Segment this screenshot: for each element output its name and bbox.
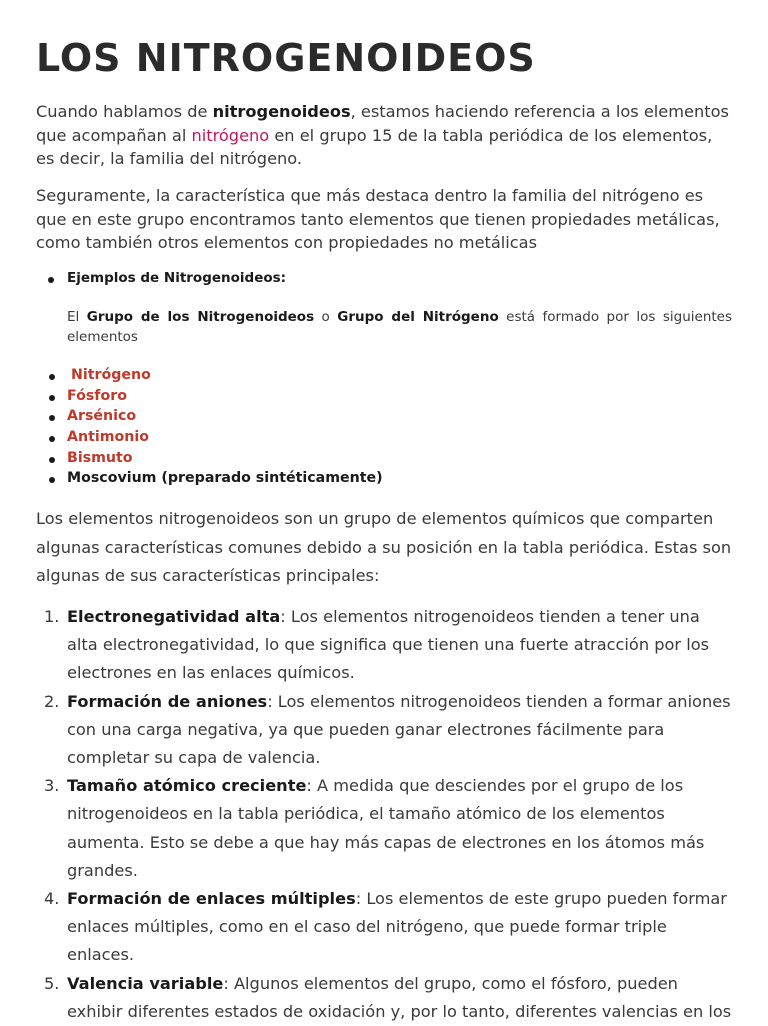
examples-heading-label: Ejemplos de Nitrogenoideos: xyxy=(67,270,287,286)
element-item-moscovium: Moscovium (preparado sintéticamente) xyxy=(67,468,383,489)
intro-bold-term: nitrogenoideos xyxy=(212,102,351,121)
characteristic-text: : Los elementos nitrogenoideos tienden a tener una alta electronegatividad, lo que significa que tienen una fuerte atracción por los electrones en las enlaces químicos. xyxy=(67,607,710,683)
characteristic-text: : Algunos elementos del grupo, como el fósforo, pueden exhibir diferentes estados de oxidación y, por lo tanto, diferentes valencias en los xyxy=(67,973,732,1021)
characteristic-term: Formación de enlaces múltiples xyxy=(67,889,356,909)
characteristic-item: 2. Formación de aniones: Los elementos nitrogenoideos tienden a formar aniones con una carga negativa, ya que pueden ganar electrones fácilmente para completar su capa de valencia. xyxy=(44,691,731,768)
element-link-arsenico[interactable]: Arsénico xyxy=(67,406,383,427)
characteristic-term: Valencia variable xyxy=(67,973,224,993)
lead-bold-term: Grupo de los Nitrogenoideos xyxy=(86,309,315,325)
characteristic-item: 3. Tamaño atómico creciente: A medida que desciendes por el grupo de los nitrogenoideos en la tabla periódica, el tamaño atómico de los elementos aumenta. Esto se debe a que hay más capas de electrones en los átomos más grandes. xyxy=(44,776,705,880)
intro-paragraph-2: Seguramente, la característica que más destaca dentro la familia del nitrógeno es que en este grupo encontramos tanto elementos que tienen propiedades metálicas, como también otros elementos con propiedades no metálicas xyxy=(36,186,720,252)
element-link-fosforo[interactable]: Fósforo xyxy=(67,386,383,407)
bullet-icon xyxy=(48,277,54,283)
nitrogeno-link[interactable]: nitrógeno xyxy=(191,125,270,145)
examples-heading xyxy=(48,270,286,286)
intro-text: en el grupo 15 de la tabla periódica de los elementos, es decir, la familia del nitrógeno. xyxy=(36,125,713,168)
bullet-icon xyxy=(49,477,55,483)
lead-text: o xyxy=(314,309,338,325)
lead-bold-term: Grupo del Nitrógeno xyxy=(337,309,499,325)
lead-text: El xyxy=(67,309,87,325)
page-title: LOS NITROGENOIDEOS xyxy=(36,36,536,80)
characteristic-term: Tamaño atómico creciente xyxy=(67,776,307,796)
characteristic-text: : Los elementos nitrogenoideos tienden a formar aniones con una carga negativa, ya que pueden ganar electrones fácilmente para completar su capa de valencia. xyxy=(67,691,731,768)
intro-text: Cuando hablamos de xyxy=(36,102,213,121)
bullet-icon xyxy=(49,374,55,380)
intro-text: , estamos haciendo referencia a los elementos que acompañan al xyxy=(36,102,729,145)
characteristic-item: 5. Valencia variable: Algunos elementos del grupo, como el fósforo, pueden exhibir diferentes estados de oxidación y, por lo tanto, diferentes valencias en los xyxy=(44,973,732,1021)
characteristic-text: : A medida que desciendes por el grupo de los nitrogenoideos en la tabla periódica, el tamaño atómico de los elementos aumenta. Esto se debe a que hay más capas de electrones en los átomos más grandes. xyxy=(67,776,705,880)
element-link-antimonio[interactable]: Antimonio xyxy=(67,427,383,448)
characteristic-text: : Los elementos de este grupo pueden formar enlaces múltiples, como en el caso del nitrógeno, que puede formar triple enlaces. xyxy=(67,889,727,965)
element-link-bismuto[interactable]: Bismuto xyxy=(67,448,383,469)
characteristics-intro: Los elementos nitrogenoideos son un grupo de elementos químicos que comparten algunas características comunes debido a su posición en la tabla periódica. Estas son algunas de sus características principales: xyxy=(36,509,732,585)
lead-text: está formado por los siguientes elementos xyxy=(67,309,733,345)
bullet-icon xyxy=(49,415,55,421)
characteristics-list xyxy=(36,603,732,1026)
elements-list xyxy=(67,365,383,489)
examples-lead xyxy=(67,307,732,347)
bullet-icon xyxy=(49,395,55,401)
characteristic-item: 4. Formación de enlaces múltiples: Los elementos de este grupo pueden formar enlaces múltiples, como en el caso del nitrógeno, que puede formar triple enlaces. xyxy=(44,889,727,965)
characteristic-term: Electronegatividad alta xyxy=(67,607,281,626)
characteristic-term: Formación de aniones xyxy=(67,691,268,711)
element-link-nitrogeno[interactable]: Nitrógeno xyxy=(67,365,383,386)
bullet-icon xyxy=(49,457,55,463)
intro-paragraph-1 xyxy=(36,100,732,171)
characteristic-item: 1. Electronegatividad alta: Los elementos nitrogenoideos tienden a tener una alta electronegatividad, lo que significa que tienen una fuerte atracción por los electrones en las enlaces químicos. xyxy=(44,607,710,683)
bullet-icon xyxy=(49,436,55,442)
